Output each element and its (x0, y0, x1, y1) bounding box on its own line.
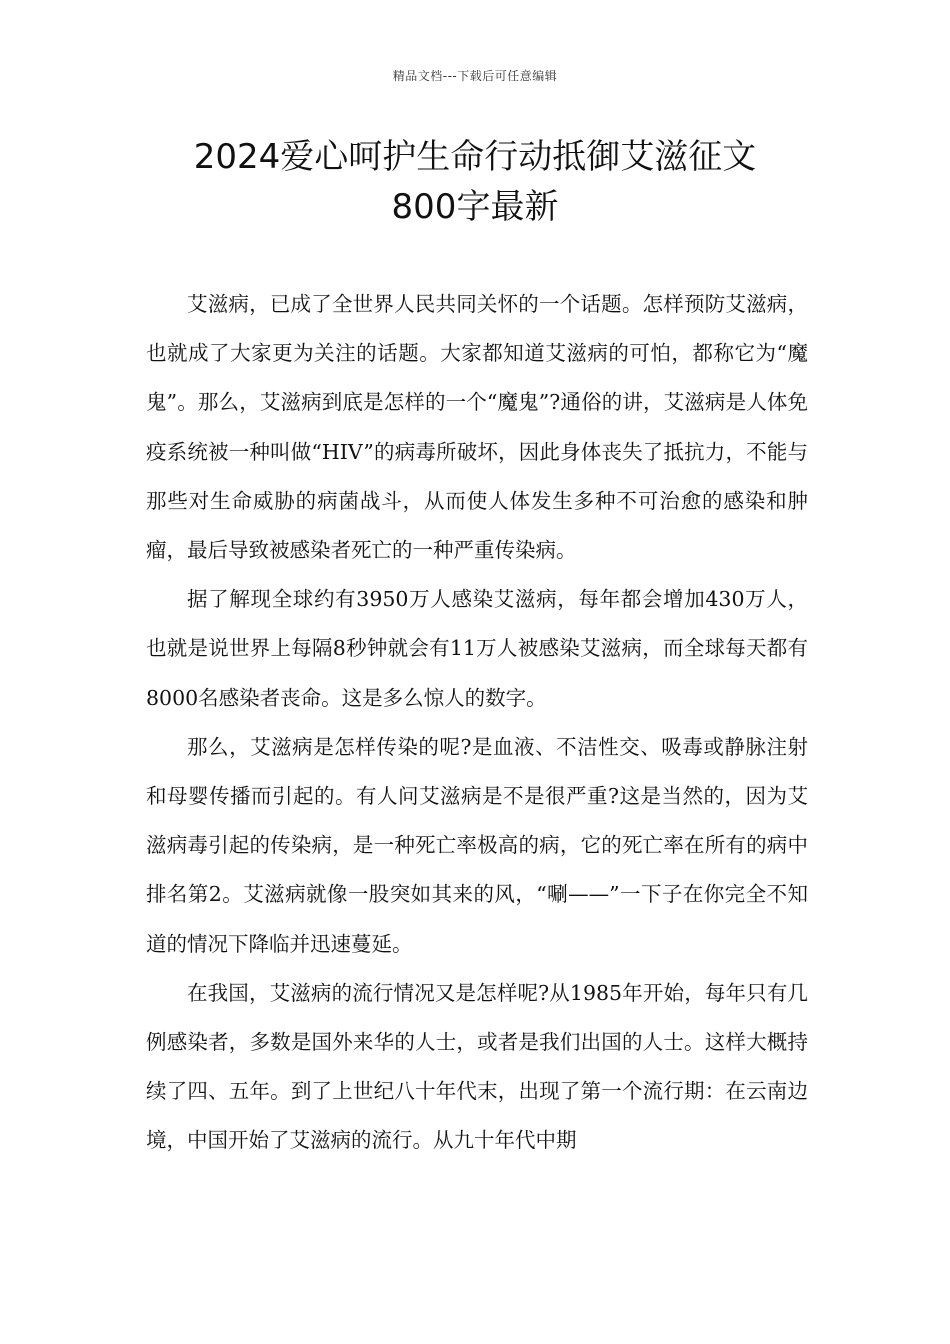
paragraph-3: 那么，艾滋病是怎样传染的呢?是血液、不洁性交、吸毒或静脉注射和母婴传播而引起的。有人问艾滋病是不是很严重?这是当然的，因为艾滋病毒引起的传染病，是一种死亡率极高的病，它的死亡率在所有的病中排名第2。艾滋病就像一股突如其来的风，“唰——”一下子在你完全不知道的情况下降临并迅速蔓延。 (146, 734, 808, 956)
page-title (100, 132, 850, 232)
paragraph-1: 艾滋病，已成了全世界人民共同关怀的一个话题。怎样预防艾滋病，也就成了大家更为关注的话题。大家都知道艾滋病的可怕，都称它为“魔鬼”。那么，艾滋病到底是怎样的一个“魔鬼”?通俗的讲，艾滋病是人体免疫系统被一种叫做“HIV”的病毒所破坏，因此身体丧失了抵抗力，不能与那些对生命威胁的病菌战斗，从而使人体发生多种不可治愈的感染和肿瘤，最后导致被感染者死亡的一种严重传染病。 (146, 292, 808, 563)
paragraph-4: 在我国，艾滋病的流行情况又是怎样呢?从1985年开始，每年只有几例感染者，多数是国外来华的人士，或者是我们出国的人士。这样大概持续了四、五年。到了上世纪八十年代末，出现了第一个流行期：在云南边境，中国开始了艾滋病的流行。从九十年代中期 (146, 980, 808, 1153)
title-line-1: 2024爱心呵护生命行动抵御艾滋征文 (193, 137, 757, 177)
document-body (146, 280, 808, 1166)
title-line-2: 800字最新 (391, 187, 559, 227)
header-note: 精品文档---下载后可任意编辑 (392, 69, 558, 83)
paragraph-2: 据了解现全球约有3950万人感染艾滋病，每年都会增加430万人，也就是说世界上每隔8秒钟就会有11万人被感染艾滋病，而全球每天都有8000名感染者丧命。这是多么惊人的数字。 (146, 587, 808, 710)
